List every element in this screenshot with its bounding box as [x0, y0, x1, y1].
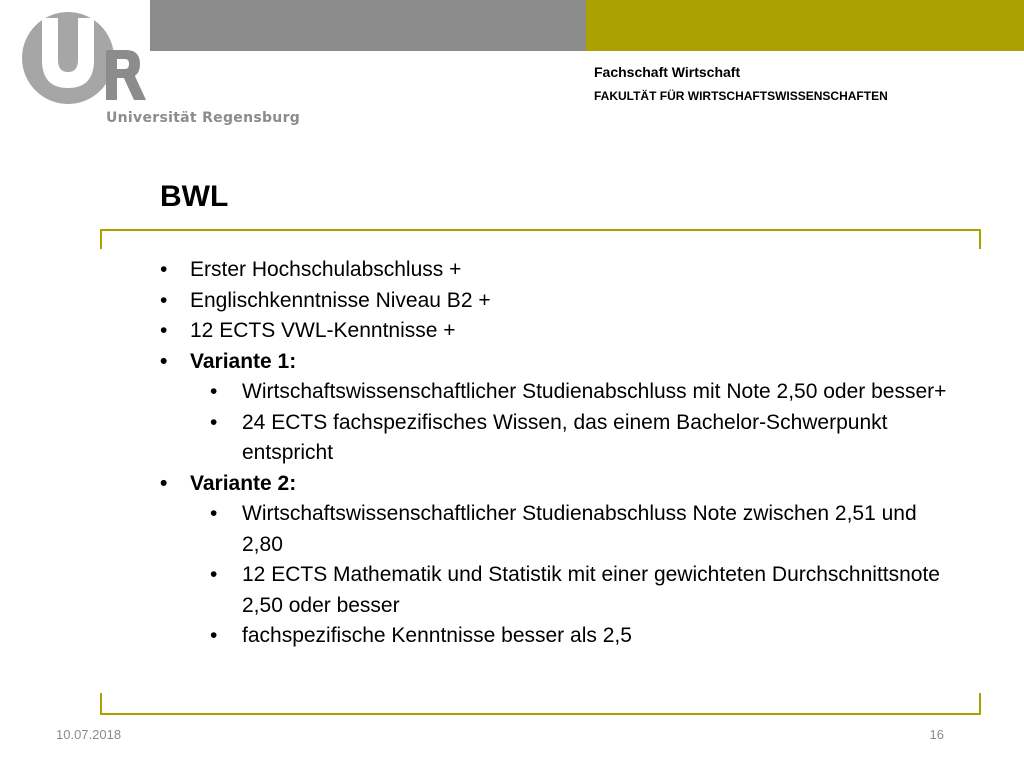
university-name: Universität Regensburg	[106, 110, 301, 126]
list-item-text: Wirtschaftswissenschaftlicher Studienabschluss mit Note 2,50 oder besser+	[242, 380, 947, 403]
list-item	[160, 255, 960, 286]
header-bar-olive	[586, 0, 1024, 51]
list-item-text: 24 ECTS fachspezifisches Wissen, das einem Bachelor-Schwerpunkt entspricht	[242, 410, 888, 464]
list-item-text: Erster Hochschulabschluss +	[190, 258, 462, 281]
slide-title: BWL	[160, 180, 229, 213]
list-item	[160, 560, 960, 621]
bullet-icon: •	[210, 624, 218, 647]
list-item	[160, 286, 960, 317]
list-item-text: Variante 1:	[190, 349, 297, 373]
frame-bottom-line	[100, 713, 981, 715]
bullet-icon: •	[160, 471, 168, 495]
list-item-text: fachspezifische Kenntnisse besser als 2,5	[242, 624, 632, 647]
bullet-icon: •	[210, 410, 218, 434]
header-faculty: FAKULTÄT FÜR WIRTSCHAFTSWISSENSCHAFTEN	[594, 89, 888, 103]
list-item-text: 12 ECTS VWL-Kenntnisse +	[190, 319, 456, 342]
bullet-icon: •	[160, 288, 168, 312]
bullet-icon: •	[160, 319, 168, 342]
page-number: 16	[929, 727, 944, 742]
list-item-text: 12 ECTS Mathematik und Statistik mit einer gewichteten Durchschnittsnote 2,50 oder besser	[242, 563, 940, 617]
frame-top-line	[100, 229, 981, 231]
list-item	[160, 499, 960, 560]
header-bar-gray	[150, 0, 586, 51]
list-item	[160, 316, 960, 347]
bullet-icon: •	[160, 258, 168, 281]
list-item-text: Variante 2:	[190, 471, 297, 495]
list-item	[160, 377, 960, 408]
bullet-icon: •	[210, 380, 218, 403]
university-logo-icon	[22, 12, 152, 104]
bullet-icon: •	[160, 349, 168, 373]
bullet-icon: •	[210, 563, 218, 586]
footer-date: 10.07.2018	[56, 727, 122, 742]
list-item	[160, 347, 960, 378]
frame-top-left-tick	[100, 229, 102, 249]
list-item-text: Wirtschaftswissenschaftlicher Studienabschluss Note zwischen 2,51 und 2,80	[242, 502, 917, 556]
list-item	[160, 469, 960, 500]
frame-bottom-left-tick	[100, 693, 102, 715]
header-department: Fachschaft Wirtschaft	[594, 64, 741, 80]
bullet-list	[160, 255, 960, 652]
list-item	[160, 408, 960, 469]
frame-top-right-tick	[979, 229, 981, 249]
list-item	[160, 621, 960, 652]
list-item-text: Englischkenntnisse Niveau B2 +	[190, 288, 491, 312]
frame-bottom-right-tick	[979, 693, 981, 715]
bullet-icon: •	[210, 502, 218, 525]
